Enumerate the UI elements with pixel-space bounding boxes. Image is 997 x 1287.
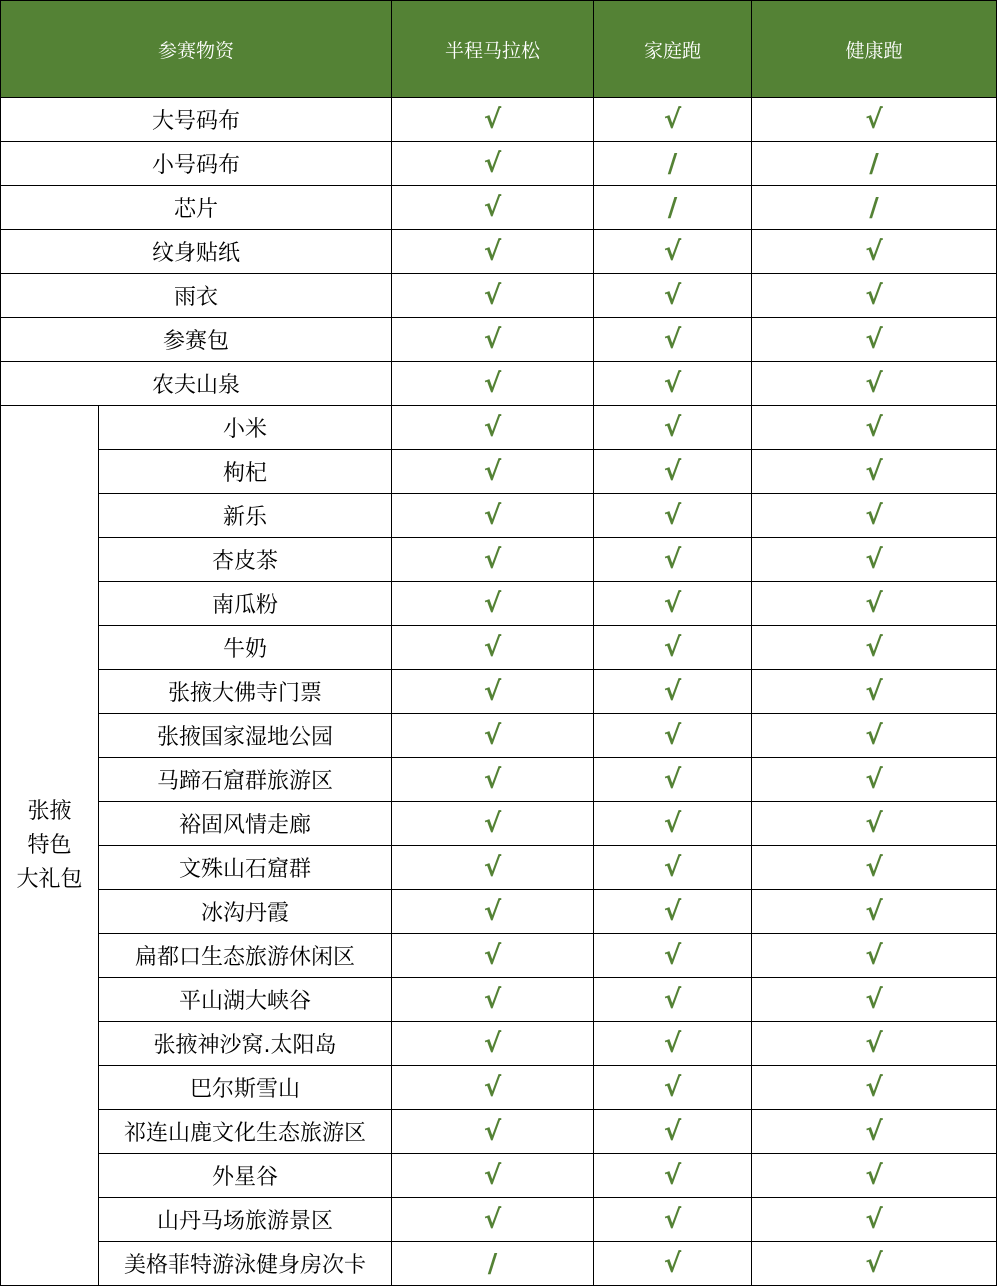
item-name: 山丹马场旅游景区 [99, 1198, 392, 1242]
half-marathon-mark: √ [392, 934, 594, 978]
table-row [1, 406, 997, 450]
half-marathon-mark: √ [392, 582, 594, 626]
family-run-mark: √ [594, 494, 752, 538]
table-row [1, 582, 997, 626]
table-row [1, 714, 997, 758]
table-row [1, 98, 997, 142]
health-run-mark: √ [752, 758, 997, 802]
family-run-mark: √ [594, 582, 752, 626]
family-run-mark: √ [594, 1022, 752, 1066]
family-run-mark: √ [594, 846, 752, 890]
family-run-mark: √ [594, 626, 752, 670]
table-row [1, 538, 997, 582]
table-row [1, 846, 997, 890]
table-row [1, 934, 997, 978]
table-row [1, 1198, 997, 1242]
family-run-mark: √ [594, 1110, 752, 1154]
table-row [1, 1022, 997, 1066]
half-marathon-mark: √ [392, 318, 594, 362]
item-name: 裕固风情走廊 [99, 802, 392, 846]
health-run-mark: √ [752, 230, 997, 274]
item-name: 美格菲特游泳健身房次卡 [99, 1242, 392, 1286]
half-marathon-mark: √ [392, 538, 594, 582]
table-row [1, 802, 997, 846]
half-marathon-mark: √ [392, 670, 594, 714]
family-run-mark: √ [594, 978, 752, 1022]
family-run-mark: √ [594, 1154, 752, 1198]
table-row [1, 626, 997, 670]
header-half-marathon: 半程马拉松 [392, 1, 594, 98]
health-run-mark: √ [752, 626, 997, 670]
item-name: 张掖国家湿地公园 [99, 714, 392, 758]
family-run-mark: √ [594, 406, 752, 450]
family-run-mark: √ [594, 318, 752, 362]
item-name: 新乐 [99, 494, 392, 538]
table-row [1, 758, 997, 802]
item-name: 雨衣 [1, 274, 392, 318]
health-run-mark: √ [752, 1110, 997, 1154]
item-name: 牛奶 [99, 626, 392, 670]
half-marathon-mark: √ [392, 142, 594, 186]
family-run-mark: √ [594, 714, 752, 758]
health-run-mark: √ [752, 494, 997, 538]
item-name: 扁都口生态旅游休闲区 [99, 934, 392, 978]
half-marathon-mark: √ [392, 1110, 594, 1154]
health-run-mark: √ [752, 450, 997, 494]
table-row [1, 494, 997, 538]
item-name: 枸杞 [99, 450, 392, 494]
family-run-mark: √ [594, 758, 752, 802]
health-run-mark: √ [752, 274, 997, 318]
table-row [1, 450, 997, 494]
family-run-mark: √ [594, 670, 752, 714]
table-row [1, 670, 997, 714]
half-marathon-mark: √ [392, 494, 594, 538]
header-family-run: 家庭跑 [594, 1, 752, 98]
header-row [1, 1, 997, 98]
health-run-mark: / [752, 186, 997, 230]
half-marathon-mark: √ [392, 890, 594, 934]
health-run-mark: √ [752, 670, 997, 714]
health-run-mark: / [752, 142, 997, 186]
family-run-mark: √ [594, 98, 752, 142]
health-run-mark: √ [752, 362, 997, 406]
health-run-mark: √ [752, 582, 997, 626]
table-row [1, 890, 997, 934]
health-run-mark: √ [752, 978, 997, 1022]
item-name: 纹身贴纸 [1, 230, 392, 274]
family-run-mark: √ [594, 934, 752, 978]
item-name: 巴尔斯雪山 [99, 1066, 392, 1110]
half-marathon-mark: √ [392, 1198, 594, 1242]
item-name: 芯片 [1, 186, 392, 230]
health-run-mark: √ [752, 538, 997, 582]
family-run-mark: √ [594, 1066, 752, 1110]
half-marathon-mark: √ [392, 230, 594, 274]
item-name: 外星谷 [99, 1154, 392, 1198]
half-marathon-mark: √ [392, 362, 594, 406]
family-run-mark: √ [594, 362, 752, 406]
item-name: 小号码布 [1, 142, 392, 186]
table-row [1, 274, 997, 318]
family-run-mark: √ [594, 802, 752, 846]
half-marathon-mark: √ [392, 846, 594, 890]
table-row [1, 1242, 997, 1286]
health-run-mark: √ [752, 802, 997, 846]
health-run-mark: √ [752, 1242, 997, 1286]
item-name: 大号码布 [1, 98, 392, 142]
half-marathon-mark: √ [392, 450, 594, 494]
gift-group-label-line: 张掖 [27, 798, 72, 824]
item-name: 张掖神沙窝.太阳岛 [99, 1022, 392, 1066]
family-run-mark: √ [594, 1242, 752, 1286]
half-marathon-mark: √ [392, 714, 594, 758]
table-row [1, 142, 997, 186]
item-name: 杏皮茶 [99, 538, 392, 582]
item-name: 马蹄石窟群旅游区 [99, 758, 392, 802]
item-name: 参赛包 [1, 318, 392, 362]
header-item: 参赛物资 [1, 1, 392, 98]
half-marathon-mark: √ [392, 758, 594, 802]
health-run-mark: √ [752, 318, 997, 362]
half-marathon-mark: √ [392, 98, 594, 142]
half-marathon-mark: √ [392, 274, 594, 318]
family-run-mark: √ [594, 230, 752, 274]
item-name: 农夫山泉 [1, 362, 392, 406]
half-marathon-mark: √ [392, 978, 594, 1022]
half-marathon-mark: √ [392, 626, 594, 670]
health-run-mark: √ [752, 406, 997, 450]
health-run-mark: √ [752, 98, 997, 142]
table-row [1, 230, 997, 274]
health-run-mark: √ [752, 846, 997, 890]
table-row [1, 1066, 997, 1110]
item-name: 南瓜粉 [99, 582, 392, 626]
family-run-mark: √ [594, 450, 752, 494]
family-run-mark: / [594, 186, 752, 230]
table-row [1, 318, 997, 362]
item-name: 平山湖大峡谷 [99, 978, 392, 1022]
table-row [1, 362, 997, 406]
half-marathon-mark: √ [392, 1066, 594, 1110]
table-row [1, 186, 997, 230]
health-run-mark: √ [752, 1198, 997, 1242]
header-health-run: 健康跑 [752, 1, 997, 98]
family-run-mark: √ [594, 538, 752, 582]
half-marathon-mark: √ [392, 406, 594, 450]
gift-group-label-line: 大礼包 [16, 866, 83, 892]
half-marathon-mark: / [392, 1242, 594, 1286]
half-marathon-mark: √ [392, 802, 594, 846]
gift-group-label [1, 406, 99, 1286]
half-marathon-mark: √ [392, 1154, 594, 1198]
family-run-mark: √ [594, 274, 752, 318]
item-name: 张掖大佛寺门票 [99, 670, 392, 714]
item-name: 冰沟丹霞 [99, 890, 392, 934]
table-row [1, 1110, 997, 1154]
health-run-mark: √ [752, 1022, 997, 1066]
item-name: 祁连山鹿文化生态旅游区 [99, 1110, 392, 1154]
health-run-mark: √ [752, 890, 997, 934]
health-run-mark: √ [752, 1154, 997, 1198]
table-row [1, 1154, 997, 1198]
half-marathon-mark: √ [392, 186, 594, 230]
item-name: 小米 [99, 406, 392, 450]
health-run-mark: √ [752, 934, 997, 978]
health-run-mark: √ [752, 1066, 997, 1110]
family-run-mark: √ [594, 890, 752, 934]
health-run-mark: √ [752, 714, 997, 758]
table-row [1, 978, 997, 1022]
family-run-mark: √ [594, 1198, 752, 1242]
item-name: 文殊山石窟群 [99, 846, 392, 890]
half-marathon-mark: √ [392, 1022, 594, 1066]
family-run-mark: / [594, 142, 752, 186]
gift-group-label-line: 特色 [27, 832, 72, 858]
